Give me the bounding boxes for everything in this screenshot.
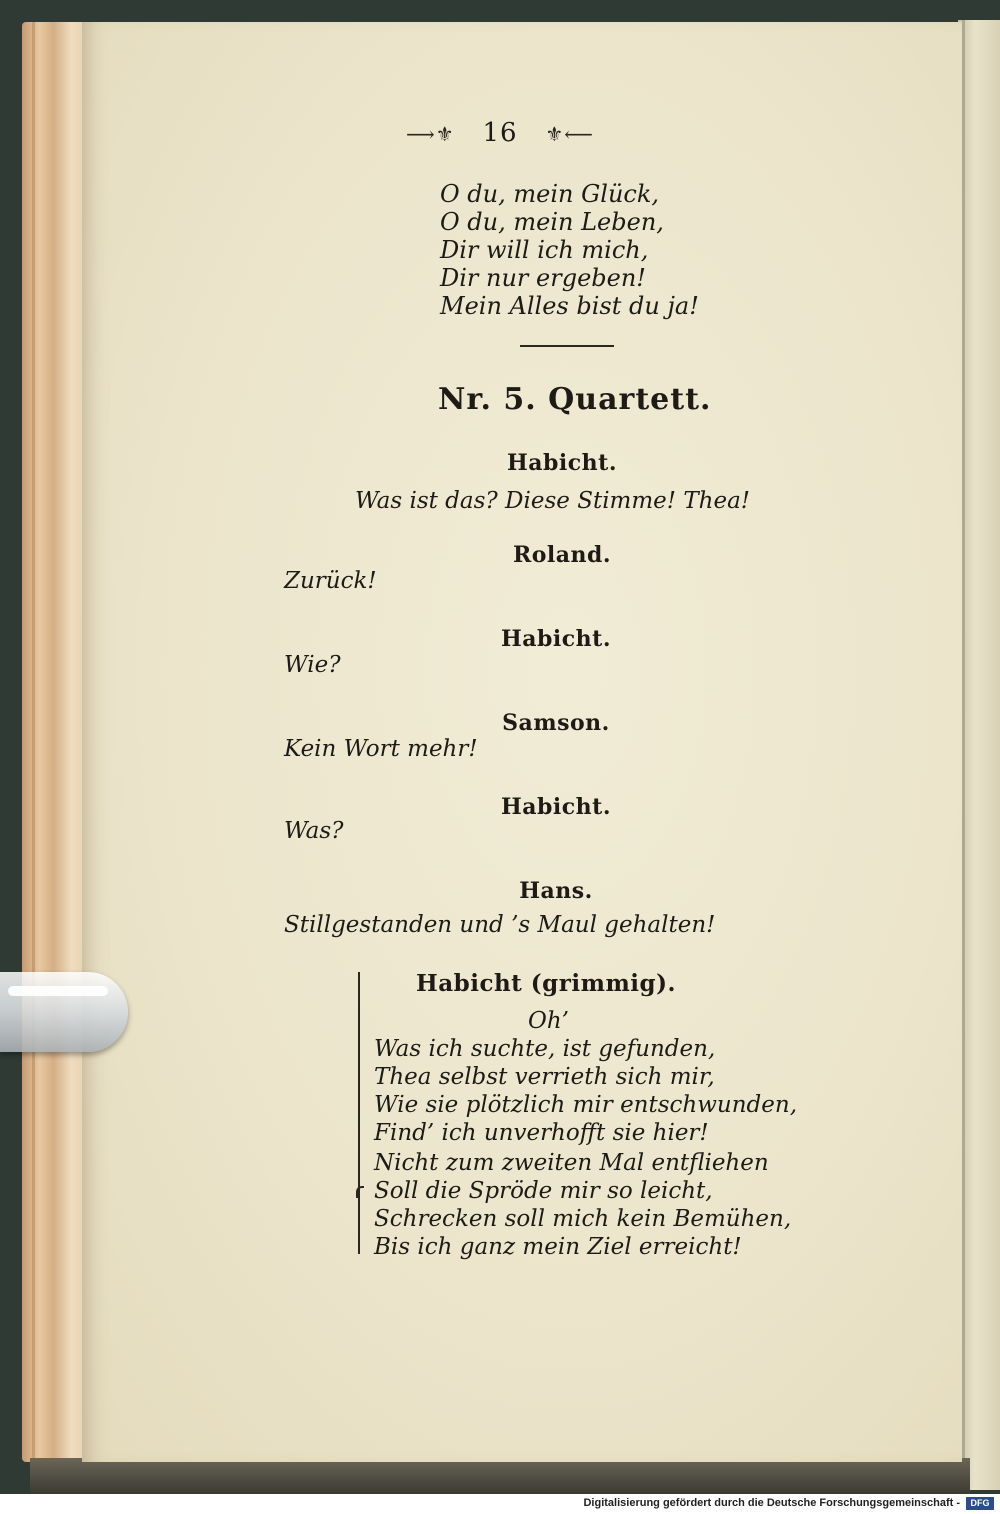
- verse-line: Soll die Spröde mir so leicht,: [374, 1178, 713, 1204]
- speaker-name: Samson.: [502, 710, 610, 736]
- verse-line: Dir nur ergeben!: [440, 264, 646, 292]
- speaker-name: Habicht.: [507, 450, 617, 476]
- verse-line: Bis ich ganz mein Ziel erreicht!: [374, 1234, 742, 1260]
- page-number-line: [0, 118, 1000, 148]
- verse-line: Find’ ich unverhofft sie hier!: [374, 1120, 709, 1146]
- spoken-line: Was ist das? Diese Stimme! Thea!: [355, 488, 751, 514]
- page-number: 16: [482, 118, 518, 148]
- verse-line: Nicht zum zweiten Mal entfliehen: [374, 1150, 769, 1176]
- section-heading: Nr. 5. Quartett.: [438, 382, 712, 417]
- ornament-left-icon: ⟶⚜: [406, 122, 455, 146]
- verse-line: Was ich suchte, ist gefunden,: [374, 1036, 716, 1062]
- speaker-name: Habicht.: [501, 794, 611, 820]
- verse-line: Mein Alles bist du ja!: [440, 292, 699, 320]
- page-clip: [0, 972, 128, 1052]
- divider-rule: [520, 345, 614, 347]
- next-page-edge: [958, 20, 1000, 1490]
- dfg-logo: DFG: [966, 1497, 994, 1510]
- verse-line: Wie sie plötzlich mir entschwunden,: [374, 1092, 798, 1118]
- verse-line: O du, mein Leben,: [440, 208, 664, 236]
- verse-line: Schrecken soll mich kein Bemühen,: [374, 1206, 792, 1232]
- bottom-shadow: [30, 1458, 970, 1494]
- spoken-line: Was?: [284, 818, 344, 844]
- verse-bracket: [358, 972, 368, 1254]
- speaker-name: Habicht (grimmig).: [415, 970, 676, 997]
- verse-line: Dir will ich mich,: [440, 236, 649, 264]
- spoken-line: Kein Wort mehr!: [284, 736, 478, 762]
- footer-credit: Digitalisierung gefördert durch die Deutsche Forschungsgemeinschaft -: [583, 1497, 960, 1509]
- verse-line: Oh’: [528, 1008, 569, 1034]
- speaker-name: Habicht.: [501, 626, 611, 652]
- speaker-name: Hans.: [519, 878, 593, 904]
- verse-line: O du, mein Glück,: [440, 180, 660, 208]
- ornament-right-icon: ⚜⟵: [545, 122, 594, 146]
- spoken-line: Zurück!: [284, 568, 377, 594]
- spoken-line: Wie?: [284, 652, 341, 678]
- speaker-name: Roland.: [512, 542, 612, 568]
- spoken-line: Stillgestanden und ’s Maul gehalten!: [284, 912, 716, 938]
- verse-line: Thea selbst verrieth sich mir,: [374, 1064, 715, 1090]
